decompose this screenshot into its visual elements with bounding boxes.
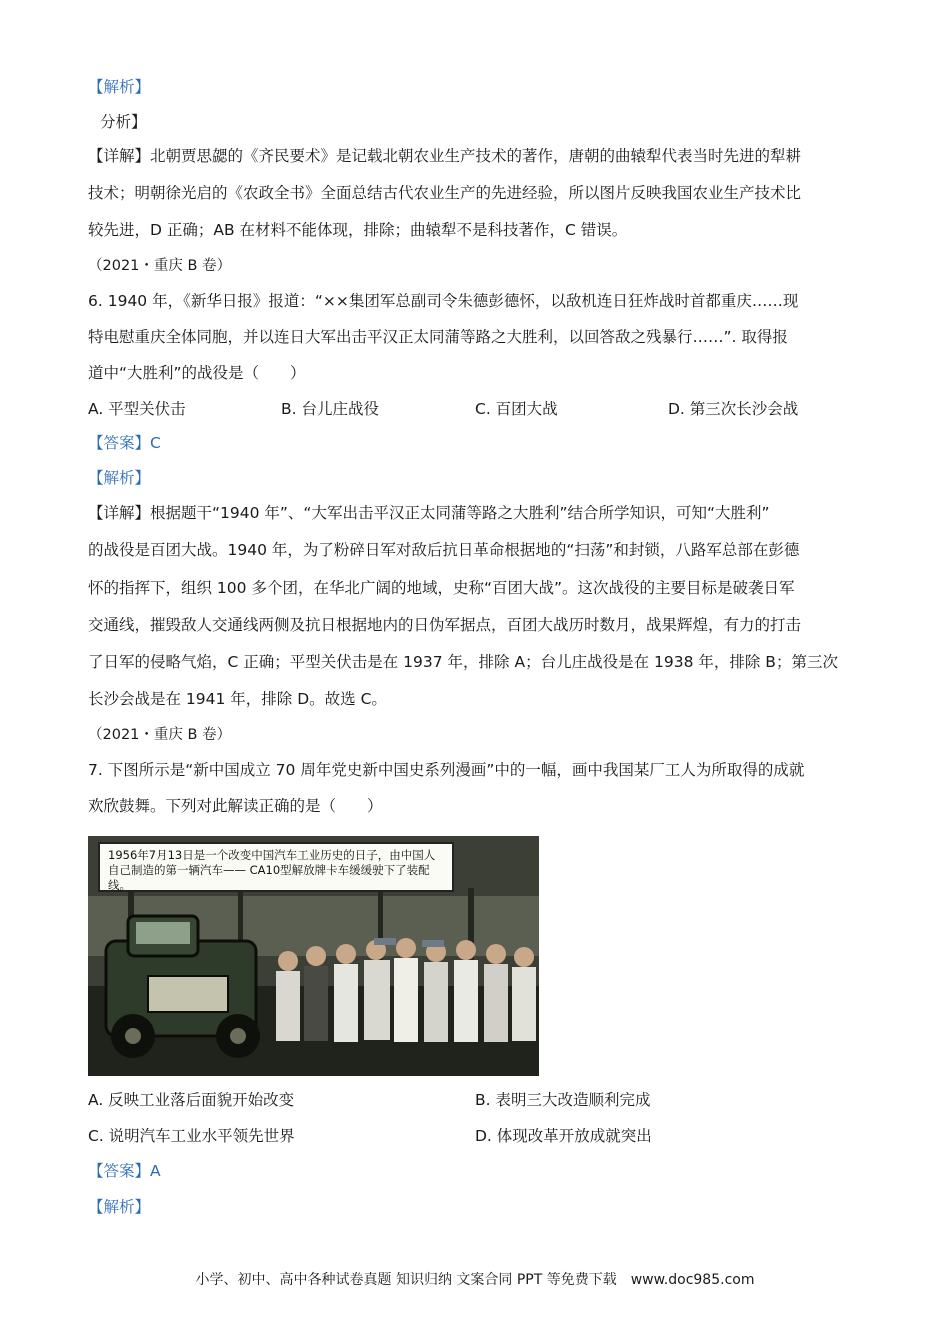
option-7-c: C. 说明汽车工业水平领先世界 — [88, 1127, 295, 1145]
option-6-d: D. 第三次长沙会战 — [668, 400, 799, 418]
cartoon-image — [88, 836, 539, 1076]
analysis-subheading: 分析】 — [100, 113, 147, 131]
answer-label: 【答案】A — [88, 1162, 161, 1180]
analysis-label: 【解析】 — [88, 78, 151, 96]
option-7-a: A. 反映工业落后面貌开始改变 — [88, 1091, 295, 1109]
detail-text-line: 【详解】北朝贾思勰的《齐民要术》是记载北朝农业生产技术的著作，唐朝的曲辕犁代表当时先进的犁耕 — [88, 147, 802, 165]
detail-text-line: 【详解】根据题干“1940 年”、“大军出击平汉正太同蒲等路之大胜利”结合所学知识，可知“大胜利” — [88, 504, 770, 522]
detail-text-line: 技术；明朝徐光启的《农政全书》全面总结古代农业生产的先进经验，所以图片反映我国农业生产技术比 — [88, 184, 802, 202]
question-7-text: 7. 下图所示是“新中国成立 70 周年党史新中国史系列漫画”中的一幅，画中我国某厂工人为所取得的成就 — [88, 761, 805, 779]
page-footer: 小学、初中、高中各种试卷真题 知识归纳 文案合同 PPT 等免费下载 www.doc985.com — [195, 1272, 755, 1288]
detail-text-line: 怀的指挥下，组织 100 多个团，在华北广阔的地域，史称“百团大战”。这次战役的主要目标是破袭日军 — [88, 579, 795, 597]
question-source: （2021・重庆 B 卷） — [88, 727, 232, 743]
cartoon-caption: 1956年7月13日是一个改变中国汽车工业历史的日子，由中国人自己制造的第一辆汽车—— CA10型解放牌卡车缓缓驶下了装配线。 — [98, 842, 454, 892]
option-6-b: B. 台儿庄战役 — [281, 400, 379, 418]
question-7-text: 欢欣鼓舞。下列对此解读正确的是（ ） — [88, 797, 383, 815]
detail-text-line: 较先进，D 正确；AB 在材料不能体现，排除；曲辕犁不是科技著作，C 错误。 — [88, 221, 628, 239]
question-6-text: 6. 1940 年，《新华日报》报道：“××集团军总副司令朱德彭德怀，以敌机连日狂炸战时首都重庆……现 — [88, 292, 799, 310]
detail-text-line: 交通线，摧毁敌人交通线两侧及抗日根据地内的日伪军据点，百团大战历时数月，战果辉煌，有力的打击 — [88, 616, 802, 634]
analysis-label: 【解析】 — [88, 1198, 151, 1216]
detail-text-line: 了日军的侵略气焰，C 正确；平型关伏击是在 1937 年，排除 A；台儿庄战役是在 1938 年，排除 B；第三次 — [88, 653, 838, 671]
answer-label: 【答案】C — [88, 434, 161, 452]
question-6-text: 道中“大胜利”的战役是（ ） — [88, 364, 306, 382]
detail-text-line: 长沙会战是在 1941 年，排除 D。故选 C。 — [88, 690, 387, 708]
option-6-a: A. 平型关伏击 — [88, 400, 186, 418]
analysis-label: 【解析】 — [88, 469, 151, 487]
question-6-text: 特电慰重庆全体同胞，并以连日大军出击平汉正太同蒲等路之大胜利，以回答敌之残暴行……”. 取得报 — [88, 328, 788, 346]
option-7-b: B. 表明三大改造顺利完成 — [475, 1091, 651, 1109]
option-6-c: C. 百团大战 — [475, 400, 558, 418]
option-7-d: D. 体现改革开放成就突出 — [475, 1127, 652, 1145]
crowd-of-workers — [276, 938, 536, 1042]
detail-text-line: 的战役是百团大战。1940 年，为了粉碎日军对敌后抗日革命根据地的“扫荡”和封锁，八路军总部在彭德 — [88, 541, 800, 559]
question-source: （2021・重庆 B 卷） — [88, 258, 232, 274]
